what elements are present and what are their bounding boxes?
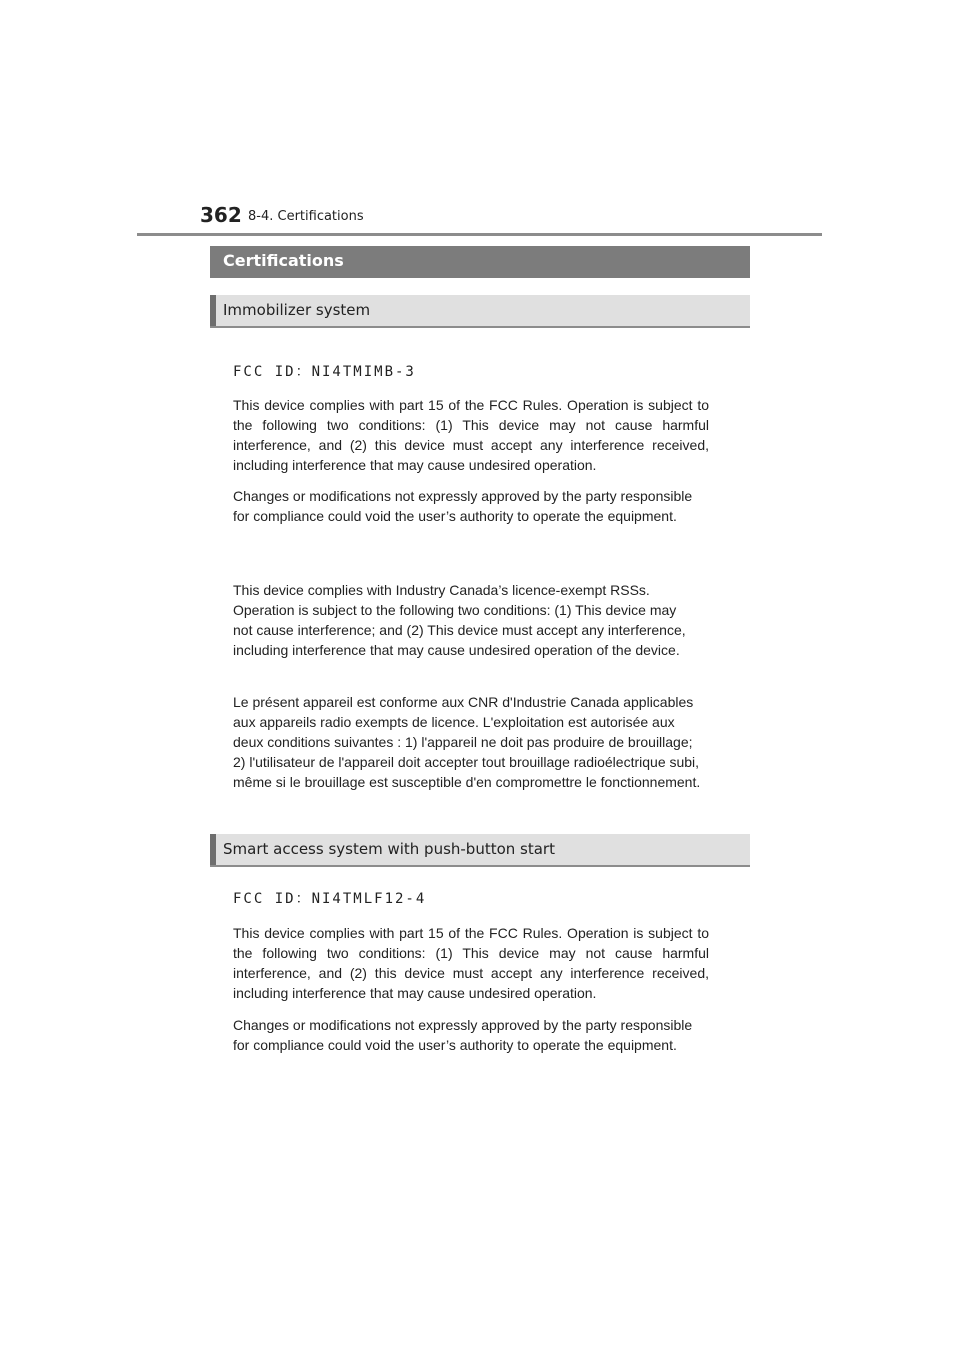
subsection-heading-label: Immobilizer system (223, 301, 371, 319)
subsection-heading-label: Smart access system with push-button start (223, 840, 555, 858)
subsection-heading-smart-access (210, 834, 750, 867)
page-number: 362 (200, 203, 242, 227)
modifications-warning-paragraph: Changes or modifications not expressly approved by the party responsible for compliance could void the user’s authority to operate the equipment. (233, 488, 693, 524)
page-title: Certifications (223, 251, 344, 270)
industry-canada-french-paragraph: Le présent appareil est conforme aux CNR d'Industrie Canada applicables aux appareils radio exempts de licence. L'exploitation est autorisée aux deux conditions suivantes : 1) l'appareil ne doit pas produire de brouillage; 2) l'utilisateur de l'appareil doit accepter tout brouillage radioélectrique subi, même si le brouillage est susceptible d'en compromettre le fonctionnement. (233, 694, 701, 790)
page-header (200, 203, 820, 233)
section-breadcrumb: 8-4. Certifications (248, 209, 364, 224)
industry-canada-paragraph: This device complies with Industry Canada’s licence-exempt RSSs. Operation is subject to the following two conditions: (1) This device may not cause interference; and (2) This device must accept any interference, including interference that may cause undesired operation of the device. (233, 582, 686, 658)
fcc-compliance-paragraph: This device complies with part 15 of the FCC Rules. Operation is subject to the following two conditions: (1) This device may not cause harmful interference, and (2) this device must accept any interference received, including interference that may cause undesired operation. (233, 397, 709, 473)
modifications-warning-paragraph: Changes or modifications not expressly approved by the party responsible for compliance could void the user’s authority to operate the equipment. (233, 1017, 693, 1053)
header-divider (137, 233, 822, 236)
section-title-bar (210, 246, 750, 278)
fcc-id-immobilizer: FCC ID：NI4TMIMB-3 (233, 364, 416, 380)
fcc-id-smart-access: FCC ID：NI4TMLF12-4 (233, 891, 427, 907)
fcc-compliance-paragraph: This device complies with part 15 of the FCC Rules. Operation is subject to the following two conditions: (1) This device may not cause harmful interference, and (2) this device must accept any interference received, including interference that may cause undesired operation. (233, 925, 709, 1001)
subsection-heading-immobilizer (210, 295, 750, 328)
heading-accent (210, 295, 216, 326)
heading-accent (210, 834, 216, 865)
